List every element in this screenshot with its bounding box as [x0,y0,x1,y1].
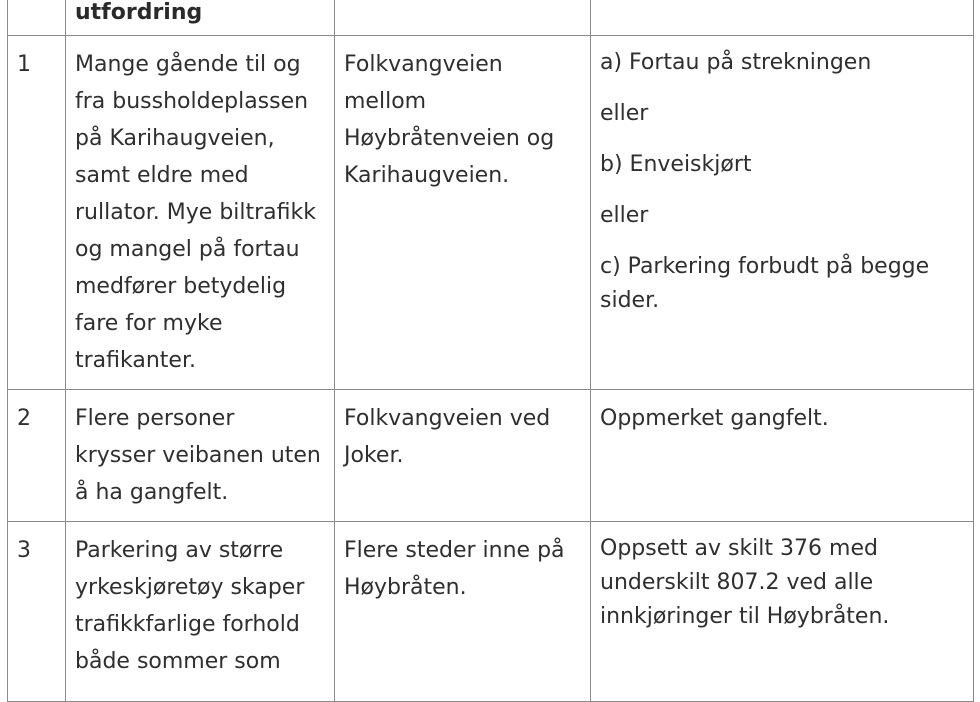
problem-line: Mange gående til og [75,52,301,77]
header-challenge-label: utfordring [75,0,203,25]
problem-line: samt eldre med [75,163,249,188]
measure-line: Oppsett av skilt 376 med [600,536,878,561]
header-cell-num [8,0,66,36]
location-line: Flere steder inne på [344,538,565,563]
measure-cell [591,390,974,522]
row-number: 2 [8,390,66,522]
location-cell [335,390,591,522]
measure-cell [591,522,974,702]
location-cell [335,522,591,702]
measure-line: Oppmerket gangfelt. [600,406,829,431]
measure-cell [591,36,974,390]
measure-line: underskilt 807.2 ved alle [600,570,874,595]
measure-line: innkjøringer til Høybråten. [600,604,890,629]
problem-cell [66,522,335,702]
problem-line: rullator. Mye biltrafikk [75,200,317,225]
problem-cell [66,390,335,522]
problem-cell [66,36,335,390]
row-number: 3 [8,522,66,702]
table-header-row [8,0,974,36]
problem-line: trafikanter. [75,348,196,373]
location-line: mellom [344,89,427,114]
table-row [8,390,974,522]
location-line: Folkvangveien [344,52,503,77]
problem-line: både sommer som [75,649,281,674]
location-line: Joker. [344,443,404,468]
problem-line: fra bussholdeplassen [75,89,309,114]
measure-option-b: b) Enveiskjørt [600,152,752,177]
location-line: Høybråten. [344,575,467,600]
table-row [8,36,974,390]
problem-line: Flere personer [75,406,235,431]
location-line: Høybråtenveien og [344,126,555,151]
measure-or: eller [600,101,649,126]
problem-line: krysser veibanen uten [75,443,321,468]
header-cell-challenge [66,0,335,36]
location-cell [335,36,591,390]
problem-line: å ha gangfelt. [75,480,229,505]
problem-line: Parkering av større [75,538,284,563]
problem-line: fare for myke [75,311,223,336]
measure-option-c-cont: sider. [600,288,660,313]
location-line: Karihaugveien. [344,163,510,188]
problem-line: på Karihaugveien, [75,126,275,151]
row-number: 1 [8,36,66,390]
header-cell-measure [591,0,974,36]
problem-line: trafikkfarlige forhold [75,612,300,637]
measure-option-a: a) Fortau på strekningen [600,50,872,75]
measure-option-c: c) Parkering forbudt på begge [600,254,930,279]
measure-or: eller [600,203,649,228]
location-line: Folkvangveien ved [344,406,551,431]
table-row [8,522,974,702]
header-cell-location [335,0,591,36]
traffic-measures-table [7,0,974,702]
problem-line: og mangel på fortau [75,237,300,262]
problem-line: yrkeskjøretøy skaper [75,575,305,600]
problem-line: medfører betydelig [75,274,287,299]
